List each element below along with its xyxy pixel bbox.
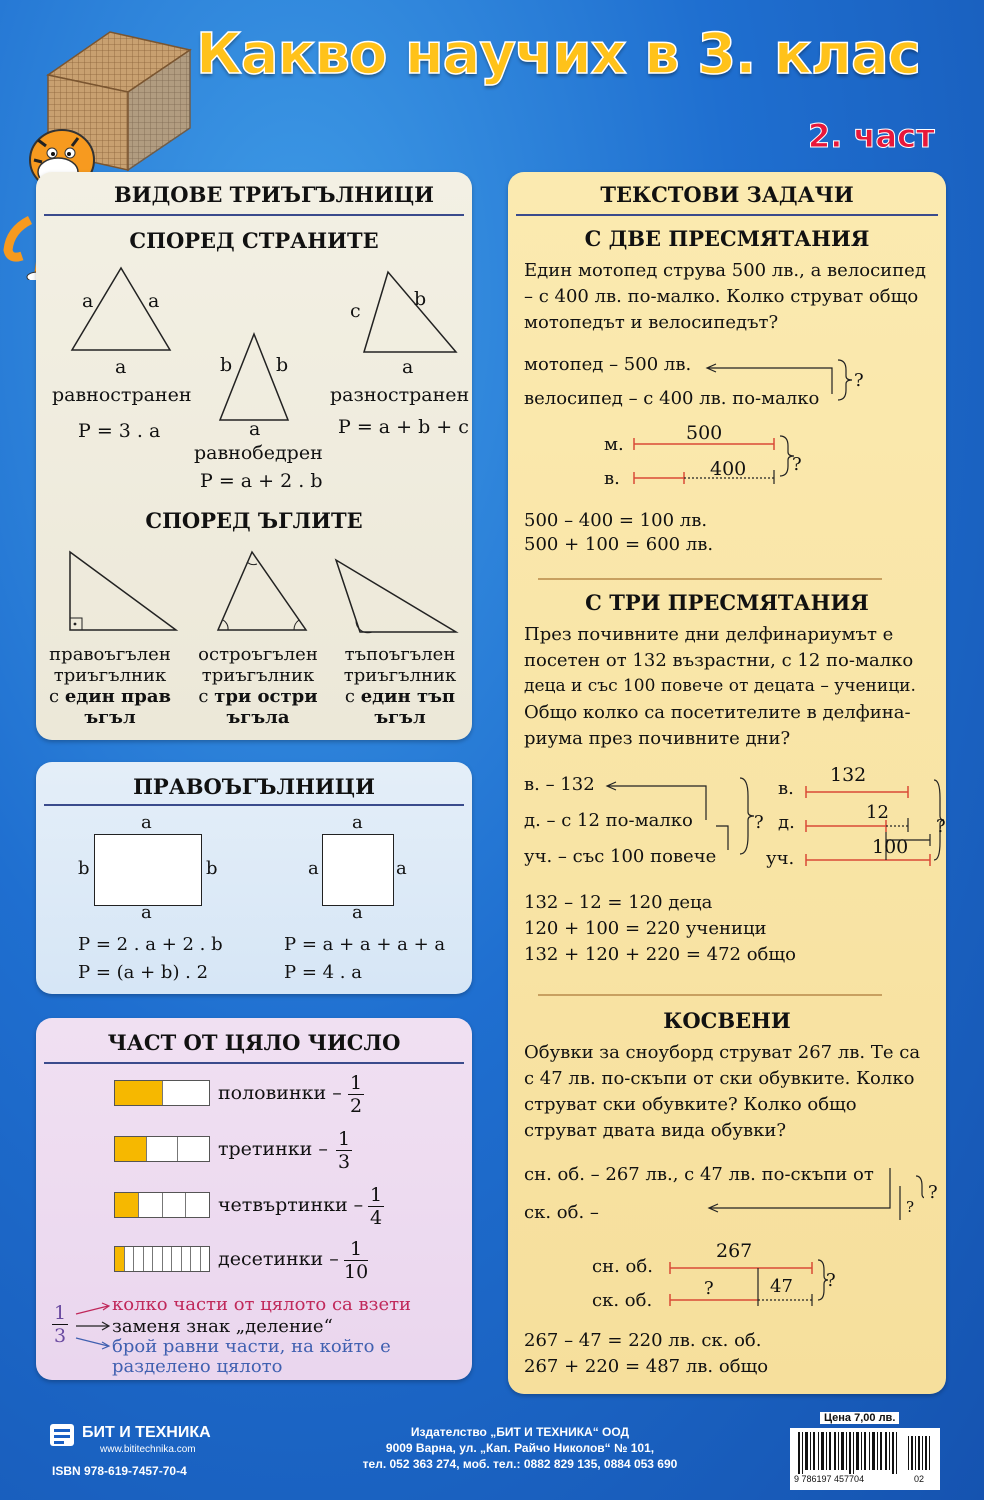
- side-label: a: [141, 902, 152, 923]
- barcode-number: 9 786197 457704: [794, 1474, 865, 1484]
- caption-text: с: [198, 686, 215, 707]
- fraction-bar-halves: [114, 1080, 210, 1106]
- denominator: 2: [350, 1095, 363, 1117]
- caption-line: триъгълник: [201, 665, 315, 686]
- rectangles-heading: ПРАВОЪГЪЛНИЦИ: [133, 774, 375, 799]
- problem-text: Обувки за сноуборд струват 267 лв. Те са: [524, 1042, 921, 1063]
- obtuse-triangle: [332, 556, 462, 636]
- problem-text: деца и със 100 повече от децата – ученици.: [524, 676, 916, 696]
- calculation: 132 + 120 + 220 = 472 общо: [524, 944, 796, 965]
- segment-value: 12: [866, 802, 889, 823]
- isosceles-formula: P = a + 2 . b: [200, 470, 323, 492]
- triangles-panel: [36, 172, 472, 740]
- fraction-value: [344, 1238, 368, 1283]
- isosceles-triangle: [214, 330, 294, 425]
- segment-value: 47: [770, 1276, 793, 1297]
- question-mark: ?: [906, 1198, 915, 1216]
- fraction-value: [368, 1184, 384, 1229]
- segment-value: 400: [710, 458, 747, 480]
- divider: [44, 1062, 464, 1064]
- divider: [538, 578, 882, 580]
- caption-line: ъгъла: [226, 707, 290, 728]
- legend-denominator-text: брой равни части, на който е: [112, 1336, 391, 1357]
- short-record: мотопед – 500 лв.: [524, 354, 692, 375]
- legend-fraction: [52, 1302, 68, 1347]
- side-label: a: [82, 290, 94, 312]
- problem-text: През почивните дни делфинариумът е: [524, 624, 894, 645]
- problem-text: риума през почивните дни?: [524, 728, 791, 749]
- side-label: b: [220, 354, 233, 376]
- caption-line: ъгъл: [84, 707, 136, 728]
- fraction-value: [348, 1072, 364, 1117]
- short-record: велосипед – с 400 лв. по-малко: [524, 388, 820, 409]
- equilateral-name: равностранен: [52, 384, 192, 406]
- divider: [516, 214, 938, 216]
- equilateral-triangle: [66, 262, 176, 362]
- by-sides-heading: СПОРЕД СТРАНИТЕ: [129, 228, 379, 253]
- side-label: a: [249, 418, 261, 440]
- diagram-label: ск. об.: [592, 1290, 653, 1311]
- side-label: a: [148, 290, 160, 312]
- caption-bold: три остри: [214, 686, 318, 707]
- fraction-bar-quarters: [114, 1192, 210, 1218]
- address-line: Издателство „БИТ И ТЕХНИКА“ ООД: [410, 1425, 630, 1439]
- caption-line: [40, 686, 180, 707]
- divider: [44, 804, 464, 806]
- fraction-label: третинки –: [218, 1138, 328, 1160]
- text-tasks-heading: ТЕКСТОВИ ЗАДАЧИ: [600, 182, 854, 207]
- problem-text: струват двата вида обувки?: [524, 1120, 787, 1141]
- side-label: a: [115, 356, 127, 378]
- rectangles-panel: [36, 762, 472, 994]
- short-record: в. – 132: [524, 774, 595, 795]
- caption-line: тъпоъгълен: [344, 644, 456, 665]
- fraction-label: четвъртинки –: [218, 1194, 364, 1216]
- square-shape: [322, 834, 394, 906]
- rectangle-formula-1: P = 2 . a + 2 . b: [78, 934, 223, 955]
- calculation: 120 + 100 = 220 ученици: [524, 918, 767, 939]
- side-label: a: [396, 858, 407, 879]
- numerator: 1: [338, 1128, 351, 1150]
- fraction-bar-thirds: [114, 1136, 210, 1162]
- legend-denominator-text: разделено цялото: [112, 1356, 283, 1377]
- calculation: 132 – 12 = 120 деца: [524, 892, 713, 913]
- barcode: [790, 1428, 940, 1490]
- caption-line: [188, 686, 328, 707]
- side-label: b: [276, 354, 289, 376]
- side-label: b: [206, 858, 218, 879]
- short-record: д. – с 12 по-малко: [524, 810, 693, 831]
- segment-value: ?: [704, 1278, 714, 1299]
- divider: [44, 214, 464, 216]
- square-formula-2: P = 4 . a: [284, 962, 362, 983]
- diagram-label: д.: [778, 812, 795, 833]
- publisher-website: www.bititechnika.com: [100, 1444, 196, 1455]
- caption-line: ъгъл: [374, 707, 426, 728]
- equilateral-formula: P = 3 . a: [78, 420, 161, 442]
- problem-text: посетен от 132 възрастни, с 12 по-малко: [524, 650, 914, 671]
- legend-arrows: [74, 1302, 114, 1352]
- problem-text: Един мотопед струва 500 лв., а велосипед: [524, 260, 926, 281]
- problem-text: с 47 лв. по-скъпи от ски обувките. Колко: [524, 1068, 915, 1089]
- denominator: 3: [338, 1151, 351, 1173]
- side-label: a: [308, 858, 319, 879]
- caption-bold: един прав: [64, 686, 171, 707]
- numerator: 1: [344, 1238, 368, 1261]
- calculation: 267 – 47 = 220 лв. ск. об.: [524, 1330, 762, 1351]
- price: Цена 7,00 лв.: [820, 1412, 899, 1424]
- isosceles-name: равнобедрен: [194, 442, 323, 464]
- problem-text: Общо колко са посетителите в делфина-: [524, 702, 911, 723]
- side-label: b: [414, 288, 427, 310]
- triangles-heading: ВИДОВЕ ТРИЪГЪЛНИЦИ: [114, 182, 434, 207]
- fraction-bar-tenths: [114, 1246, 210, 1272]
- record-arrow: [704, 1166, 924, 1226]
- square-formula-1: P = a + a + a + a: [284, 934, 446, 955]
- diagram-label: в.: [778, 778, 794, 799]
- publisher-logo-icon: [48, 1420, 78, 1450]
- question-mark: ?: [792, 454, 802, 475]
- caption-line: триъгълник: [343, 665, 457, 686]
- record-arrow: [704, 358, 854, 408]
- side-label: a: [352, 902, 363, 923]
- question-mark: ?: [928, 1182, 938, 1203]
- short-record: ск. об. –: [524, 1202, 599, 1223]
- page-subtitle: 2. част: [808, 117, 935, 155]
- segment-value: 132: [830, 764, 867, 786]
- two-calc-heading: С ДВЕ ПРЕСМЯТАНИЯ: [584, 226, 870, 251]
- address-line: тел. 052 363 274, моб. тел.: 0882 829 135, 0884 053 690: [362, 1457, 678, 1471]
- caption-line: правоъгълен: [49, 644, 171, 665]
- legend-numerator-text: колко части от цялото са взети: [112, 1294, 412, 1315]
- question-mark: ?: [854, 370, 864, 391]
- fractions-panel: [36, 1018, 472, 1380]
- numerator: 1: [54, 1302, 67, 1324]
- question-mark: ?: [826, 1270, 836, 1291]
- problem-text: – с 400 лв. по-малко. Колко струват общо: [524, 286, 919, 307]
- short-record: уч. – със 100 повече: [524, 846, 717, 867]
- calculation: 500 + 100 = 600 лв.: [524, 534, 714, 555]
- acute-triangle-caption: [188, 644, 328, 728]
- segment-value: 100: [872, 836, 909, 858]
- side-label: a: [402, 356, 414, 378]
- page-title: Какво научих в 3. клас: [196, 22, 920, 87]
- side-label: b: [78, 858, 90, 879]
- caption-line: [332, 686, 468, 707]
- denominator: 10: [344, 1261, 369, 1283]
- scalene-triangle: [352, 268, 462, 358]
- denominator: 4: [370, 1207, 383, 1229]
- fraction-label: десетинки –: [218, 1248, 339, 1270]
- caption-text: с: [49, 686, 65, 707]
- short-record: сн. об. – 267 лв., с 47 лв. по-скъпи от: [524, 1164, 874, 1185]
- segment-value: 500: [686, 422, 723, 444]
- footer: [0, 1404, 984, 1500]
- barcode-bars-icon: [790, 1430, 940, 1476]
- question-mark: ?: [754, 812, 764, 833]
- right-triangle-caption: [40, 644, 180, 728]
- calculation: 500 – 400 = 100 лв.: [524, 510, 708, 531]
- by-angles-heading: СПОРЕД ЪГЛИТЕ: [145, 508, 363, 533]
- question-mark: ?: [936, 816, 946, 837]
- problem-text: струват ски обувките? Колко общо: [524, 1094, 857, 1115]
- address-line: 9009 Варна, ул. „Кап. Райчо Николов“ № 101,: [385, 1441, 655, 1455]
- diagram-label: сн. об.: [592, 1256, 653, 1277]
- indirect-heading: КОСВЕНИ: [663, 1008, 791, 1033]
- legend-line-text: заменя знак „деление“: [112, 1316, 333, 1337]
- record-arrow: [604, 776, 764, 866]
- problem-text: мотопедът и велосипедът?: [524, 312, 779, 333]
- caption-line: остроъгълен: [198, 644, 318, 665]
- segment-value: 267: [716, 1240, 753, 1262]
- caption-line: триъгълник: [53, 665, 167, 686]
- caption-bold: един тъп: [360, 686, 456, 707]
- publisher-address: [360, 1424, 680, 1472]
- numerator: 1: [350, 1072, 363, 1094]
- diagram-label: в.: [604, 468, 620, 489]
- isbn: ISBN 978-619-7457-70-4: [52, 1464, 187, 1478]
- calculation: 267 + 220 = 487 лв. общо: [524, 1356, 769, 1377]
- fractions-heading: ЧАСТ ОТ ЦЯЛО ЧИСЛО: [107, 1030, 401, 1055]
- side-label: a: [352, 812, 363, 833]
- scalene-formula: P = a + b + c: [338, 416, 469, 438]
- side-label: c: [350, 300, 361, 322]
- scalene-name: разностранен: [330, 384, 470, 406]
- divider: [538, 994, 882, 996]
- fraction-label: половинки –: [218, 1082, 342, 1104]
- barcode-addon: 02: [914, 1474, 925, 1484]
- right-triangle: [62, 548, 182, 638]
- denominator: 3: [54, 1325, 67, 1347]
- diagram-label: уч.: [766, 848, 795, 869]
- fraction-value: [336, 1128, 352, 1173]
- obtuse-triangle-caption: [332, 644, 468, 728]
- diagram-label: м.: [604, 434, 624, 455]
- rectangle-formula-2: P = (a + b) . 2: [78, 962, 209, 983]
- caption-text: с: [344, 686, 361, 707]
- side-label: a: [141, 812, 152, 833]
- numerator: 1: [370, 1184, 383, 1206]
- acute-triangle: [212, 548, 312, 638]
- segment-diagram: [668, 1254, 848, 1310]
- rectangle-shape: [94, 834, 202, 906]
- text-tasks-panel: [508, 172, 946, 1394]
- three-calc-heading: С ТРИ ПРЕСМЯТАНИЯ: [585, 590, 869, 615]
- publisher-brand: БИТ И ТЕХНИКА: [82, 1424, 211, 1441]
